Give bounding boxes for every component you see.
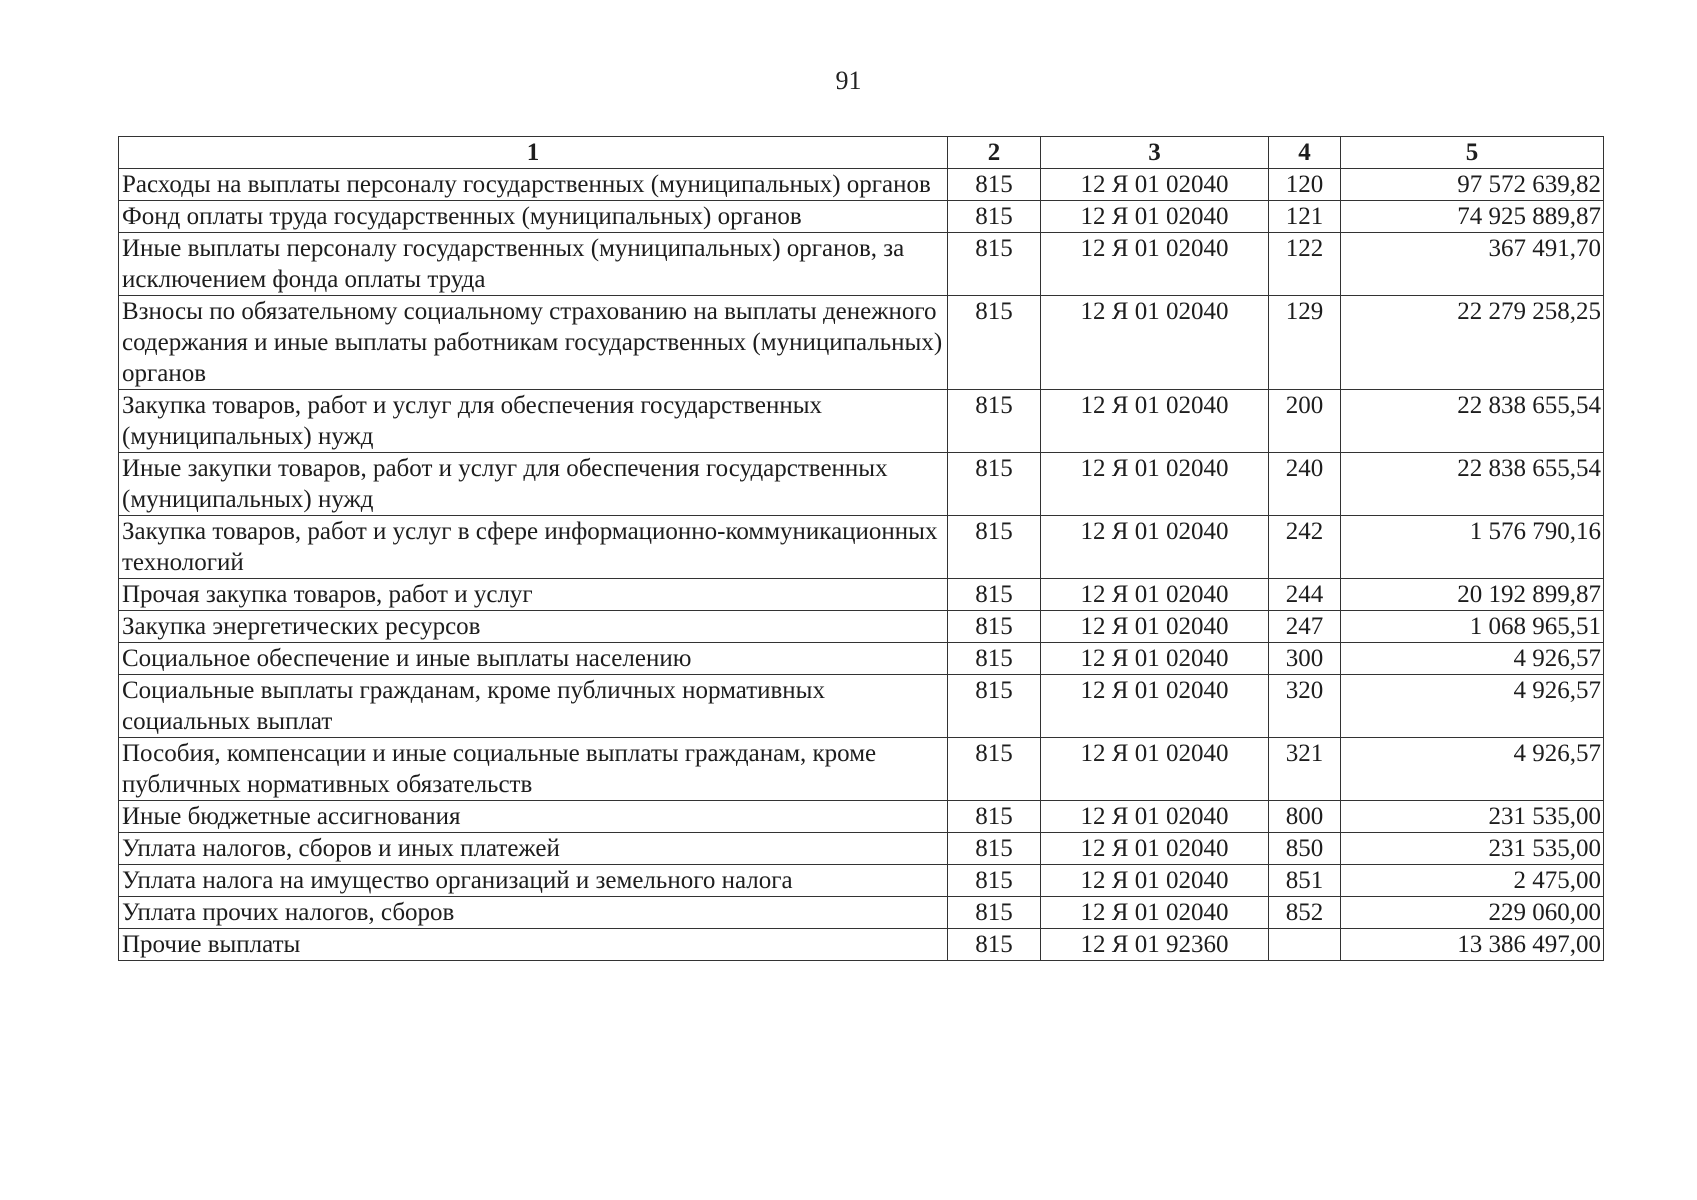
row-dept-cell: 815	[948, 611, 1041, 643]
row-name-cell: Закупка товаров, работ и услуг в сфере информационно-коммуникационных технологий	[119, 516, 948, 579]
table-row	[119, 453, 1604, 516]
row-name-cell: Фонд оплаты труда государственных (муниципальных) органов	[119, 201, 948, 233]
row-dept-cell: 815	[948, 516, 1041, 579]
row-type-cell: 320	[1269, 675, 1341, 738]
row-amount-cell: 4 926,57	[1341, 675, 1604, 738]
row-target-cell: 12 Я 01 02040	[1041, 865, 1269, 897]
budget-table-container	[118, 136, 1603, 961]
table-row	[119, 169, 1604, 201]
table-row	[119, 675, 1604, 738]
row-dept-cell: 815	[948, 201, 1041, 233]
row-name-cell: Пособия, компенсации и иные социальные выплаты гражданам, кроме публичных нормативных обязательств	[119, 738, 948, 801]
row-dept-cell: 815	[948, 801, 1041, 833]
row-type-cell: 300	[1269, 643, 1341, 675]
table-row	[119, 579, 1604, 611]
header-row	[119, 137, 1604, 169]
row-amount-cell: 97 572 639,82	[1341, 169, 1604, 201]
table-row	[119, 643, 1604, 675]
row-type-cell: 240	[1269, 453, 1341, 516]
row-name-cell: Уплата прочих налогов, сборов	[119, 897, 948, 929]
row-type-cell: 200	[1269, 390, 1341, 453]
row-target-cell: 12 Я 01 02040	[1041, 897, 1269, 929]
row-target-cell: 12 Я 01 02040	[1041, 296, 1269, 390]
row-amount-cell: 13 386 497,00	[1341, 929, 1604, 961]
row-name-cell: Расходы на выплаты персоналу государственных (муниципальных) органов	[119, 169, 948, 201]
row-amount-cell: 20 192 899,87	[1341, 579, 1604, 611]
row-type-cell: 852	[1269, 897, 1341, 929]
table-row	[119, 516, 1604, 579]
row-name-cell: Прочие выплаты	[119, 929, 948, 961]
header-col-5: 5	[1341, 137, 1604, 169]
row-target-cell: 12 Я 01 02040	[1041, 516, 1269, 579]
row-target-cell: 12 Я 01 02040	[1041, 833, 1269, 865]
row-dept-cell: 815	[948, 833, 1041, 865]
row-name-cell: Уплата налогов, сборов и иных платежей	[119, 833, 948, 865]
row-target-cell: 12 Я 01 02040	[1041, 579, 1269, 611]
row-target-cell: 12 Я 01 02040	[1041, 169, 1269, 201]
row-target-cell: 12 Я 01 02040	[1041, 738, 1269, 801]
table-row	[119, 296, 1604, 390]
table-row	[119, 201, 1604, 233]
table-row	[119, 865, 1604, 897]
table-row	[119, 929, 1604, 961]
row-amount-cell: 231 535,00	[1341, 833, 1604, 865]
row-dept-cell: 815	[948, 675, 1041, 738]
row-name-cell: Социальные выплаты гражданам, кроме публичных нормативных социальных выплат	[119, 675, 948, 738]
row-type-cell: 122	[1269, 233, 1341, 296]
table-row	[119, 738, 1604, 801]
row-amount-cell: 22 838 655,54	[1341, 453, 1604, 516]
row-amount-cell: 22 838 655,54	[1341, 390, 1604, 453]
table-row	[119, 801, 1604, 833]
budget-table	[118, 136, 1604, 961]
row-name-cell: Закупка энергетических ресурсов	[119, 611, 948, 643]
row-type-cell: 242	[1269, 516, 1341, 579]
row-target-cell: 12 Я 01 02040	[1041, 611, 1269, 643]
header-col-4: 4	[1269, 137, 1341, 169]
row-dept-cell: 815	[948, 897, 1041, 929]
row-name-cell: Иные бюджетные ассигнования	[119, 801, 948, 833]
row-name-cell: Взносы по обязательному социальному страхованию на выплаты денежного содержания и иные выплаты работникам государственных (муниципальных) органов	[119, 296, 948, 390]
header-col-1: 1	[119, 137, 948, 169]
row-type-cell: 121	[1269, 201, 1341, 233]
row-dept-cell: 815	[948, 453, 1041, 516]
row-dept-cell: 815	[948, 865, 1041, 897]
table-row	[119, 233, 1604, 296]
row-amount-cell: 1 576 790,16	[1341, 516, 1604, 579]
row-amount-cell: 367 491,70	[1341, 233, 1604, 296]
row-target-cell: 12 Я 01 02040	[1041, 643, 1269, 675]
row-amount-cell: 231 535,00	[1341, 801, 1604, 833]
row-type-cell: 129	[1269, 296, 1341, 390]
row-amount-cell: 229 060,00	[1341, 897, 1604, 929]
row-name-cell: Иные закупки товаров, работ и услуг для обеспечения государственных (муниципальных) нужд	[119, 453, 948, 516]
row-amount-cell: 74 925 889,87	[1341, 201, 1604, 233]
row-amount-cell: 22 279 258,25	[1341, 296, 1604, 390]
row-name-cell: Закупка товаров, работ и услуг для обеспечения государственных (муниципальных) нужд	[119, 390, 948, 453]
row-name-cell: Иные выплаты персоналу государственных (муниципальных) органов, за исключением фонда оплаты труда	[119, 233, 948, 296]
header-col-2: 2	[948, 137, 1041, 169]
row-target-cell: 12 Я 01 02040	[1041, 675, 1269, 738]
row-amount-cell: 1 068 965,51	[1341, 611, 1604, 643]
row-type-cell: 244	[1269, 579, 1341, 611]
row-type-cell: 850	[1269, 833, 1341, 865]
row-name-cell: Прочая закупка товаров, работ и услуг	[119, 579, 948, 611]
table-row	[119, 833, 1604, 865]
row-dept-cell: 815	[948, 929, 1041, 961]
row-dept-cell: 815	[948, 233, 1041, 296]
row-target-cell: 12 Я 01 02040	[1041, 390, 1269, 453]
table-body	[119, 169, 1604, 961]
row-target-cell: 12 Я 01 92360	[1041, 929, 1269, 961]
row-type-cell: 851	[1269, 865, 1341, 897]
page-number: 91	[835, 66, 862, 95]
row-target-cell: 12 Я 01 02040	[1041, 233, 1269, 296]
table-row	[119, 611, 1604, 643]
row-target-cell: 12 Я 01 02040	[1041, 453, 1269, 516]
row-type-cell: 321	[1269, 738, 1341, 801]
row-type-cell: 247	[1269, 611, 1341, 643]
table-row	[119, 390, 1604, 453]
row-dept-cell: 815	[948, 579, 1041, 611]
row-type-cell: 800	[1269, 801, 1341, 833]
row-type-cell	[1269, 929, 1341, 961]
header-col-3: 3	[1041, 137, 1269, 169]
row-dept-cell: 815	[948, 169, 1041, 201]
table-row	[119, 897, 1604, 929]
row-amount-cell: 2 475,00	[1341, 865, 1604, 897]
row-name-cell: Социальное обеспечение и иные выплаты населению	[119, 643, 948, 675]
row-amount-cell: 4 926,57	[1341, 738, 1604, 801]
row-amount-cell: 4 926,57	[1341, 643, 1604, 675]
row-target-cell: 12 Я 01 02040	[1041, 801, 1269, 833]
row-dept-cell: 815	[948, 296, 1041, 390]
row-dept-cell: 815	[948, 738, 1041, 801]
row-type-cell: 120	[1269, 169, 1341, 201]
row-target-cell: 12 Я 01 02040	[1041, 201, 1269, 233]
row-dept-cell: 815	[948, 390, 1041, 453]
row-name-cell: Уплата налога на имущество организаций и земельного налога	[119, 865, 948, 897]
row-dept-cell: 815	[948, 643, 1041, 675]
